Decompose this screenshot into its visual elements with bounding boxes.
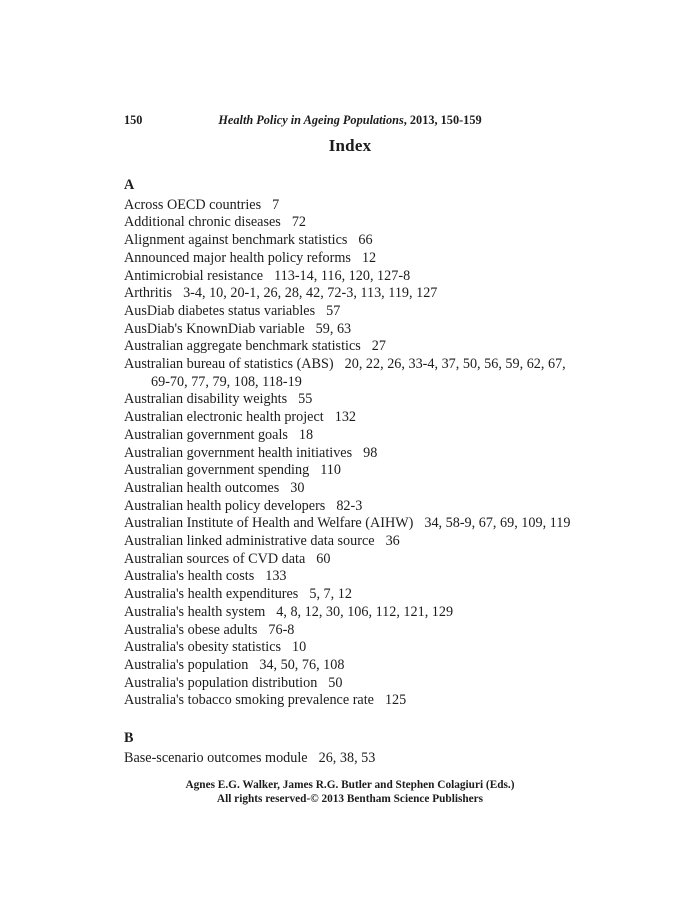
- entry-pages: 27: [371, 338, 386, 355]
- entry-pages: 50: [328, 674, 343, 691]
- entry-term: Australian bureau of statistics (ABS): [124, 356, 334, 373]
- entry-term: AusDiab's KnownDiab variable: [124, 320, 305, 337]
- entry-pages: 26, 38, 53: [318, 749, 376, 766]
- section-entries: [124, 750, 586, 768]
- entry-pages: 36: [385, 533, 400, 550]
- index-entry: [124, 604, 586, 622]
- index-entry: [124, 197, 586, 215]
- index-entry: [124, 657, 586, 675]
- index-entry: [124, 409, 586, 427]
- entry-pages: 34, 58-9, 67, 69, 109, 119: [424, 515, 571, 532]
- entry-pages: 10: [292, 639, 307, 656]
- entry-pages: 59, 63: [315, 320, 352, 337]
- entry-pages: 60: [316, 550, 331, 567]
- entry-pages: 18: [298, 426, 314, 443]
- entry-term: Australia's population: [124, 656, 249, 673]
- entry-term: Australian health outcomes: [124, 479, 280, 496]
- entry-term: AusDiab diabetes status variables: [124, 302, 316, 319]
- entry-term: Australia's tobacco smoking prevalence rate: [124, 692, 374, 709]
- entry-pages: 82-3: [336, 497, 363, 514]
- entry-pages: 66: [358, 232, 373, 249]
- index-entry: [124, 498, 586, 516]
- entry-pages: 110: [320, 462, 341, 479]
- entry-pages: 57: [326, 302, 341, 319]
- index-entry: [124, 462, 586, 480]
- index-entry: [124, 356, 586, 391]
- index-entry: [124, 586, 586, 604]
- index-entry: [124, 750, 586, 768]
- entry-pages: 125: [384, 692, 407, 709]
- entry-term: Australian electronic health project: [124, 409, 324, 426]
- entry-pages: 5, 7, 12: [309, 586, 352, 603]
- index-entry: [124, 214, 586, 232]
- section-entries: [124, 197, 586, 710]
- entry-term: Australian government health initiatives: [124, 444, 353, 461]
- entry-term: Australia's obese adults: [124, 621, 258, 638]
- page-number: 150: [124, 113, 143, 127]
- entry-term: Australian aggregate benchmark statistics: [124, 338, 361, 355]
- section-letter-heading: B: [124, 730, 134, 747]
- entry-pages: 132: [334, 409, 357, 426]
- entry-term: Arthritis: [124, 285, 173, 302]
- entry-term: Australia's health system: [124, 603, 266, 620]
- index-entry: [124, 692, 586, 710]
- index-entry: [124, 232, 586, 250]
- index-entry: [124, 515, 586, 533]
- editors-line: Agnes E.G. Walker, James R.G. Butler and Stephen Colagiuri (Eds.): [185, 779, 515, 791]
- entry-pages: 133: [265, 568, 287, 585]
- entry-term: Australia's population distribution: [124, 674, 318, 691]
- index-entry: [124, 568, 586, 586]
- entry-pages: 72: [291, 214, 306, 231]
- entry-term: Australian sources of CVD data: [124, 550, 306, 567]
- index-entry: [124, 268, 586, 286]
- section-letter-heading: A: [124, 177, 135, 193]
- index-entry: [124, 445, 586, 463]
- index-content: [124, 177, 586, 768]
- index-entry: [124, 639, 586, 657]
- entry-term: Australian government goals: [124, 426, 288, 443]
- index-entry: [124, 338, 586, 356]
- index-entry: [124, 480, 586, 498]
- index-entry: [124, 622, 586, 640]
- entry-pages: 34, 50, 76, 108: [259, 656, 345, 673]
- rights-line: All rights reserved-© 2013 Bentham Science Publishers: [216, 792, 484, 805]
- journal-title: Health Policy in Ageing Populations: [218, 113, 404, 127]
- entry-term: Australia's health expenditures: [124, 586, 299, 603]
- page-footer: [0, 779, 700, 806]
- entry-pages: 76-8: [268, 621, 295, 638]
- entry-pages: 12: [361, 249, 377, 266]
- index-entry: [124, 533, 586, 551]
- journal-citation: , 2013, 150-159: [403, 113, 482, 127]
- entry-term: Australia's health costs: [124, 568, 255, 585]
- index-section: [124, 730, 586, 767]
- index-entry: [124, 391, 586, 409]
- entry-pages: 3-4, 10, 20-1, 26, 28, 42, 72-3, 113, 119, 127: [183, 285, 438, 302]
- entry-term: Australian linked administrative data source: [124, 533, 375, 550]
- entry-term: Australian Institute of Health and Welfare (AIHW): [124, 515, 414, 532]
- entry-pages: 7: [272, 196, 280, 213]
- index-entry: [124, 321, 586, 339]
- page-title: Index: [328, 136, 372, 155]
- index-entry: [124, 675, 586, 693]
- entry-pages: 113-14, 116, 120, 127-8: [274, 267, 411, 284]
- entry-term: Australian health policy developers: [124, 497, 326, 514]
- entry-term: Alignment against benchmark statistics: [124, 232, 348, 249]
- entry-pages: 98: [363, 444, 378, 461]
- page-header: [0, 113, 700, 127]
- entry-term: Australian government spending: [124, 462, 310, 479]
- entry-term: Base-scenario outcomes module: [124, 749, 308, 766]
- index-entry: [124, 285, 586, 303]
- index-entry: [124, 427, 586, 445]
- entry-term: Australian disability weights: [124, 391, 288, 408]
- index-entry: [124, 303, 586, 321]
- index-entry: [124, 551, 586, 569]
- entry-term: Announced major health policy reforms: [124, 249, 351, 266]
- index-entry: [124, 250, 586, 268]
- entry-term: Across OECD countries: [124, 196, 262, 213]
- entry-pages: 55: [298, 391, 313, 408]
- index-section: [124, 177, 586, 710]
- entry-pages: 4, 8, 12, 30, 106, 112, 121, 129: [276, 603, 454, 620]
- entry-pages: 20, 22, 26, 33-4, 37, 50, 56, 59, 62, 67, 69-70, 77, 79, 108, 118-19: [151, 356, 566, 390]
- entry-term: Australia's obesity statistics: [124, 639, 282, 656]
- entry-term: Additional chronic diseases: [124, 214, 281, 231]
- entry-term: Antimicrobial resistance: [124, 267, 264, 284]
- entry-pages: 30: [290, 479, 305, 496]
